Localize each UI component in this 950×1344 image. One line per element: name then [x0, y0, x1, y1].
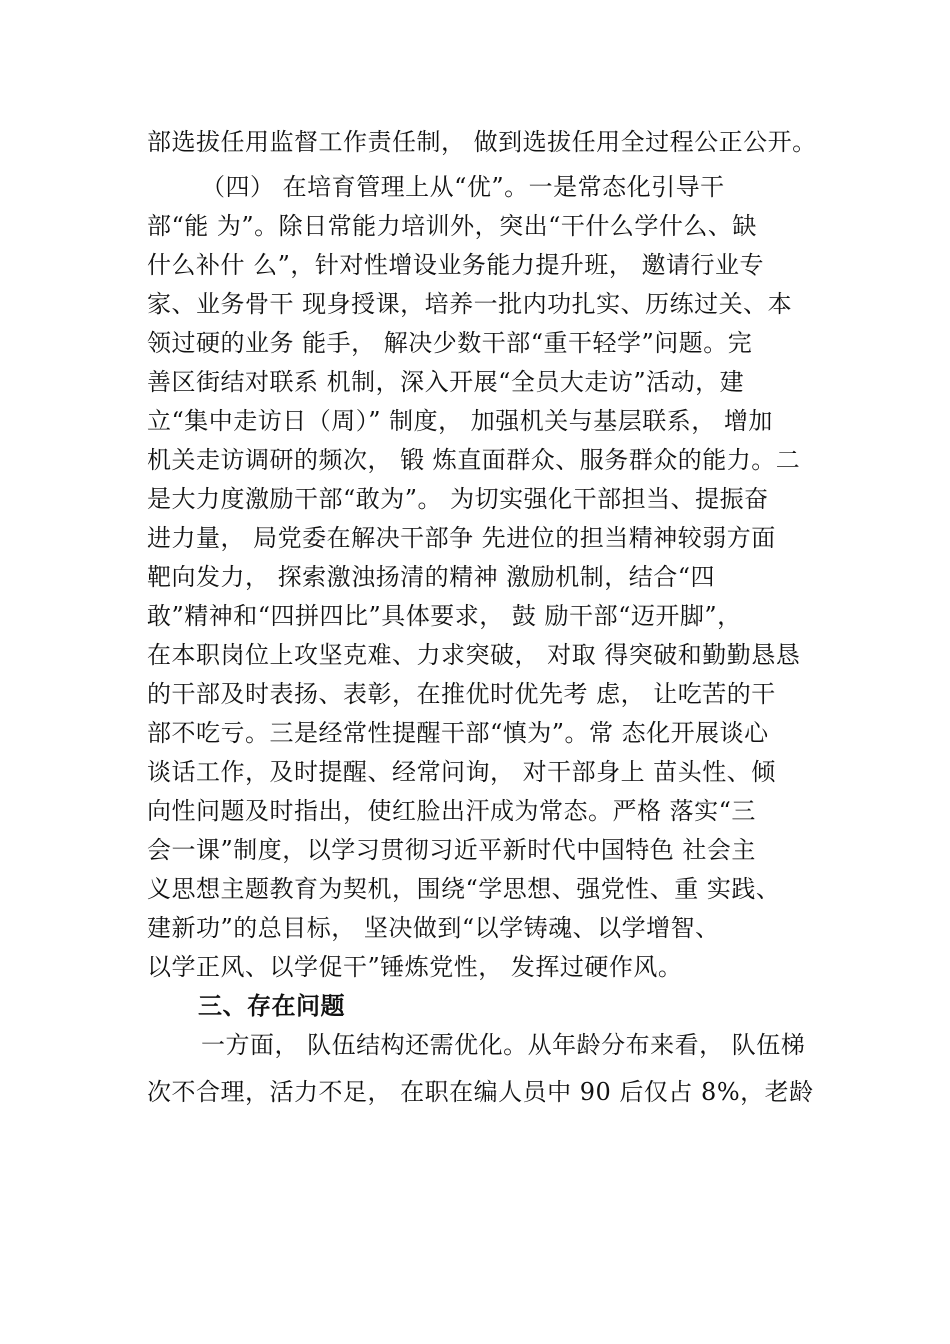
text-line-13: 敢”精神和“四拼四比”具体要求， 鼓 励干部“迈开脚”，: [147, 602, 742, 630]
text-line-3: 部“能 为”。除日常能力培训外，突出“干什么学什么、缺: [147, 212, 757, 240]
section-heading: 三、存在问题: [198, 992, 345, 1020]
paragraph-line-1: 一方面， 队伍结构还需优化。从年龄分布来看， 队伍梯: [201, 1031, 806, 1059]
text-line-5: 家、业务骨干 现身授课，培养一批内功扎实、历练过关、本: [147, 290, 793, 318]
text-line-11: 进力量， 局党委在解决干部争 先进位的担当精神较弱方面: [147, 524, 776, 552]
paragraph-line-2: 次不合理，活力不足， 在职在编人员中 90 后仅占 8%，老龄: [147, 1078, 814, 1106]
text-line-10: 是大力度激励干部“敢为”。 为切实强化干部担当、提振奋: [147, 485, 769, 513]
text-line-7: 善区街结对联系 机制，深入开展“全员大走访”活动，建: [147, 368, 745, 396]
text-line-8: 立“集中走访日（周）” 制度， 加强机关与基层联系， 增加: [147, 407, 773, 435]
text-line-12: 靶向发力， 探索激浊扬清的精神 激励机制，结合“四: [147, 563, 716, 591]
text-line-20: 义思想主题教育为契机，围绕“学思想、强党性、重 实践、: [147, 875, 781, 903]
text-line-22: 以学正风、以学促干”锤炼党性， 发挥过硬作风。: [147, 953, 683, 981]
text-line-15: 的干部及时表扬、表彰，在推优时优先考 虑， 让吃苦的干: [147, 680, 776, 708]
text-line-9: 机关走访调研的频次， 锻 炼直面群众、服务群众的能力。二: [147, 446, 801, 474]
text-line-19: 会一课”制度，以学习贯彻习近平新时代中国特色 社会主: [147, 836, 756, 864]
text-line-18: 向性问题及时指出，使红脸出汗成为常态。严格 落实“三: [147, 797, 756, 825]
text-line-21: 建新功”的总目标， 坚决做到“以学铸魂、以学增智、: [147, 914, 720, 942]
text-line-6: 领过硬的业务 能手， 解决少数干部“重干轻学”问题。完: [147, 329, 753, 357]
text-line-4: 什么补什 么”，针对性增设业务能力提升班， 邀请行业专: [147, 251, 765, 279]
text-line-16: 部不吃亏。三是经常性提醒干部“慎为”。常 态化开展谈心: [147, 719, 769, 747]
subsection-heading-line: （四） 在培育管理上从“优”。一是常态化引导干: [201, 173, 725, 201]
text-line-1: 部选拔任用监督工作责任制， 做到选拔任用全过程公正公开。: [147, 128, 817, 156]
text-line-14: 在本职岗位上攻坚克难、力求突破， 对取 得突破和勤勤恳恳: [147, 641, 801, 669]
text-line-17: 谈话工作，及时提醒、经常问询， 对干部身上 苗头性、倾: [147, 758, 776, 786]
